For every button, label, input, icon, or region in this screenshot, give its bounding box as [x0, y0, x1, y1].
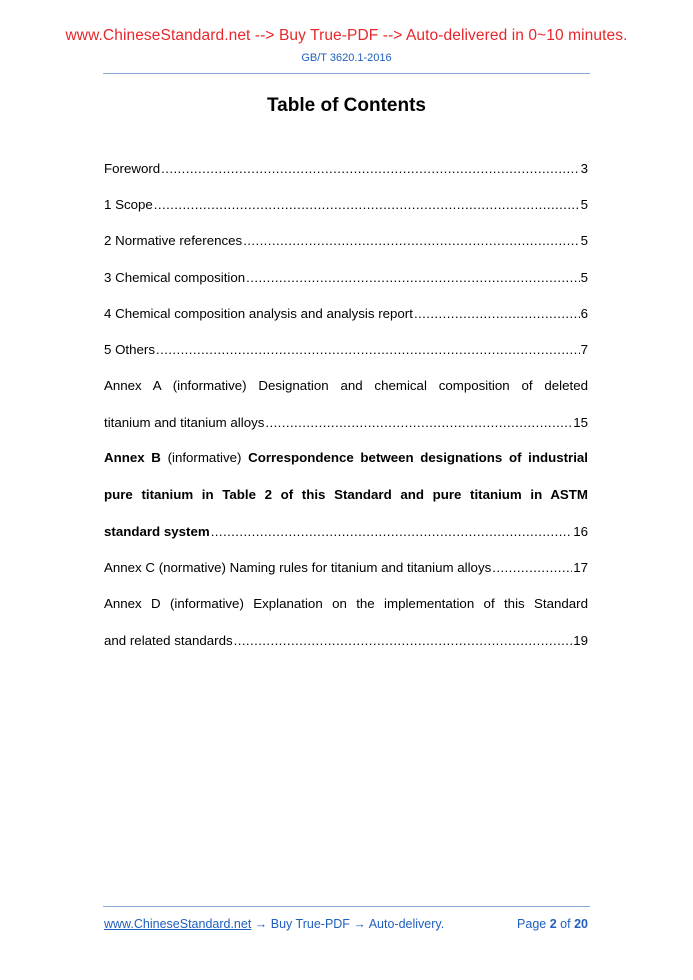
toc-entry-label: Foreword — [104, 160, 161, 176]
footer-promo-text: → Buy True-PDF → Auto-delivery. — [251, 917, 445, 931]
footer-divider — [103, 906, 590, 907]
dot-leader — [211, 524, 573, 539]
annex-b-title-line1: Correspondence between designations of industrial — [248, 450, 588, 466]
purchase-banner[interactable]: www.ChineseStandard.net --> Buy True-PDF --> Auto-delivered in 0~10 minutes. — [65, 27, 628, 44]
toc-entry-normative-references[interactable] — [104, 223, 588, 259]
toc-entry-page: 5 — [580, 233, 588, 249]
toc-entry-page: 5 — [580, 196, 588, 212]
dot-leader — [243, 233, 579, 248]
toc-entry-annex-b[interactable] — [104, 440, 588, 476]
footer-promo — [104, 917, 444, 931]
toc-entry-label: 3 Chemical composition — [104, 269, 246, 285]
toc-entry-label: Annex C (normative) Naming rules for titanium and titanium alloys — [104, 559, 492, 575]
toc-entry-foreword[interactable] — [104, 150, 588, 186]
toc-entry-annex-b-line2[interactable]: pure titanium in Table 2 of this Standard and pure titanium in ASTM — [104, 486, 588, 502]
annex-b-prefix: Annex B — [104, 450, 161, 466]
toc-entry-label: 4 Chemical composition analysis and analysis report — [104, 305, 413, 321]
page-of-label: of — [560, 917, 571, 931]
header-divider — [103, 73, 590, 74]
toc-entry-scope[interactable] — [104, 186, 588, 222]
toc-entry-others[interactable] — [104, 331, 588, 367]
footer-site-link[interactable]: www.ChineseStandard.net — [104, 917, 252, 931]
toc-entry-page: 19 — [573, 632, 588, 648]
toc-entry-page: 7 — [580, 342, 588, 358]
table-of-contents — [104, 150, 588, 658]
toc-entry-label: standard system — [104, 523, 210, 539]
toc-entry-page: 17 — [573, 559, 588, 575]
toc-entry-annex-d-continued[interactable] — [104, 622, 588, 658]
total-pages: 20 — [574, 917, 588, 931]
toc-entry-chemical-composition[interactable] — [104, 259, 588, 295]
dot-leader — [154, 197, 580, 212]
toc-entry-annex-a-continued[interactable] — [104, 404, 588, 440]
toc-entry-page: 5 — [580, 269, 588, 285]
page-indicator — [517, 917, 588, 931]
toc-entry-page: 16 — [573, 523, 588, 539]
dot-leader — [161, 161, 579, 176]
dot-leader — [265, 415, 572, 430]
toc-entry-label: and related standards — [104, 632, 233, 648]
page-label: Page — [517, 917, 547, 931]
toc-entry-label: 2 Normative references — [104, 233, 243, 249]
standard-code: GB/T 3620.1-2016 — [301, 52, 392, 64]
page-title: Table of Contents — [266, 95, 427, 116]
toc-entry-label: 1 Scope — [104, 196, 153, 212]
toc-entry-annex-c[interactable] — [104, 549, 588, 585]
toc-entry-annex-a[interactable]: Annex A (informative) Designation and chemical composition of deleted — [104, 377, 588, 393]
dot-leader — [156, 342, 580, 357]
dot-leader — [234, 633, 573, 648]
toc-entry-label: titanium and titanium alloys — [104, 414, 265, 430]
dot-leader — [492, 560, 572, 575]
dot-leader — [414, 306, 580, 321]
annex-b-qualifier: (informative) — [167, 450, 242, 466]
toc-entry-analysis-report[interactable] — [104, 295, 588, 331]
toc-entry-page: 6 — [580, 305, 588, 321]
dot-leader — [246, 270, 579, 285]
current-page: 2 — [549, 917, 557, 931]
toc-entry-page: 3 — [580, 160, 588, 176]
toc-entry-annex-b-continued[interactable] — [104, 513, 588, 549]
toc-entry-page: 15 — [573, 414, 588, 430]
toc-entry-annex-d[interactable]: Annex D (informative) Explanation on the implementation of this Standard — [104, 595, 588, 611]
toc-entry-label: 5 Others — [104, 342, 155, 358]
